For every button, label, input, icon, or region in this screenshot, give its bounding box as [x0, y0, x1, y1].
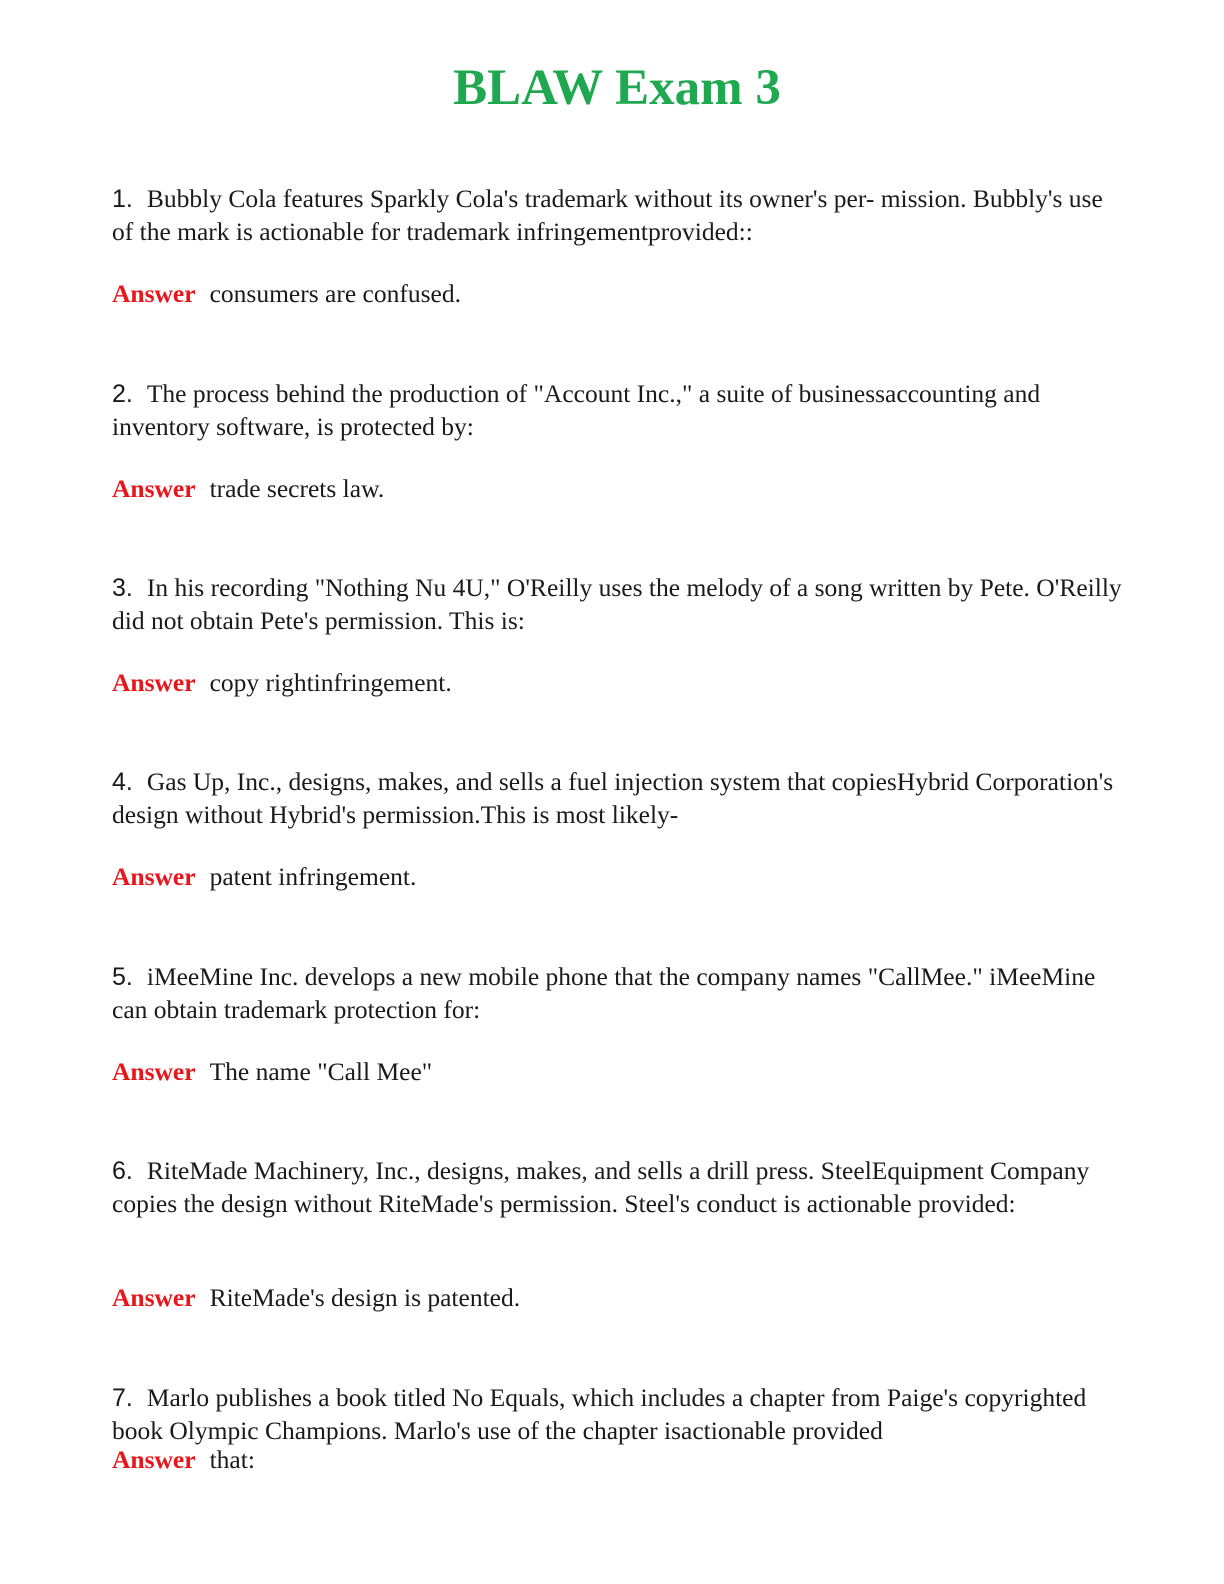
answer-1	[112, 278, 1122, 310]
question-number: 3.	[112, 574, 133, 602]
answer-text: copy rightinfringement.	[209, 668, 452, 697]
answer-label: Answer	[112, 1445, 196, 1474]
answer-text: The name "Call Mee"	[209, 1057, 433, 1086]
question-text: RiteMade Machinery, Inc., designs, makes, and sells a drill press. SteelEquipment Company copies the design without RiteMade's permission. Steel's conduct is actionable provided:	[112, 1156, 1090, 1218]
answer-label: Answer	[112, 862, 196, 891]
question-5	[112, 961, 1122, 1025]
question-text: The process behind the production of "Account Inc.," a suite of businessaccounting and inventory software, is protected by:	[112, 379, 1041, 441]
question-number: 1.	[112, 185, 133, 213]
question-number: 7.	[112, 1384, 133, 1412]
question-text: Marlo publishes a book titled No Equals, which includes a chapter from Paige's copyrighted book Olympic Champions. Marlo's use of the chapter isactionable provided	[112, 1383, 1087, 1445]
question-number: 4.	[112, 768, 133, 796]
question-7	[112, 1382, 1122, 1446]
answer-2	[112, 473, 1122, 505]
answer-label: Answer	[112, 474, 196, 503]
answer-3	[112, 667, 1122, 699]
answer-text: consumers are confused.	[209, 279, 461, 308]
answer-text: patent infringement.	[209, 862, 417, 891]
answer-6	[112, 1282, 1122, 1314]
answer-label: Answer	[112, 279, 196, 308]
question-3	[112, 572, 1122, 636]
answer-label: Answer	[112, 1283, 196, 1312]
question-number: 5.	[112, 963, 133, 991]
question-text: Gas Up, Inc., designs, makes, and sells a fuel injection system that copiesHybrid Corporation's design without Hybrid's permission.This is most likely-	[112, 767, 1114, 829]
question-text: In his recording "Nothing Nu 4U," O'Reilly uses the melody of a song written by Pete. O'Reilly did not obtain Pete's permission. This is:	[112, 573, 1122, 635]
answer-text: RiteMade's design is patented.	[209, 1283, 521, 1312]
question-text: iMeeMine Inc. develops a new mobile phone that the company names "CallMee." iMeeMine can obtain trademark protection for:	[112, 962, 1096, 1024]
page-title: BLAW Exam 3	[453, 60, 781, 116]
question-6	[112, 1155, 1122, 1219]
answer-4	[112, 861, 1122, 893]
question-1	[112, 183, 1122, 247]
question-number: 6.	[112, 1157, 133, 1185]
question-number: 2.	[112, 380, 133, 408]
question-4	[112, 766, 1122, 830]
question-text: Bubbly Cola features Sparkly Cola's trademark without its owner's per- mission. Bubbly's use of the mark is actionable for trademark infringementprovided::	[112, 184, 1103, 246]
question-2	[112, 378, 1122, 442]
answer-label: Answer	[112, 668, 196, 697]
answer-text: trade secrets law.	[209, 474, 385, 503]
answer-text: that:	[209, 1445, 255, 1474]
answer-7	[112, 1444, 1122, 1476]
answer-label: Answer	[112, 1057, 196, 1086]
answer-5	[112, 1056, 1122, 1088]
